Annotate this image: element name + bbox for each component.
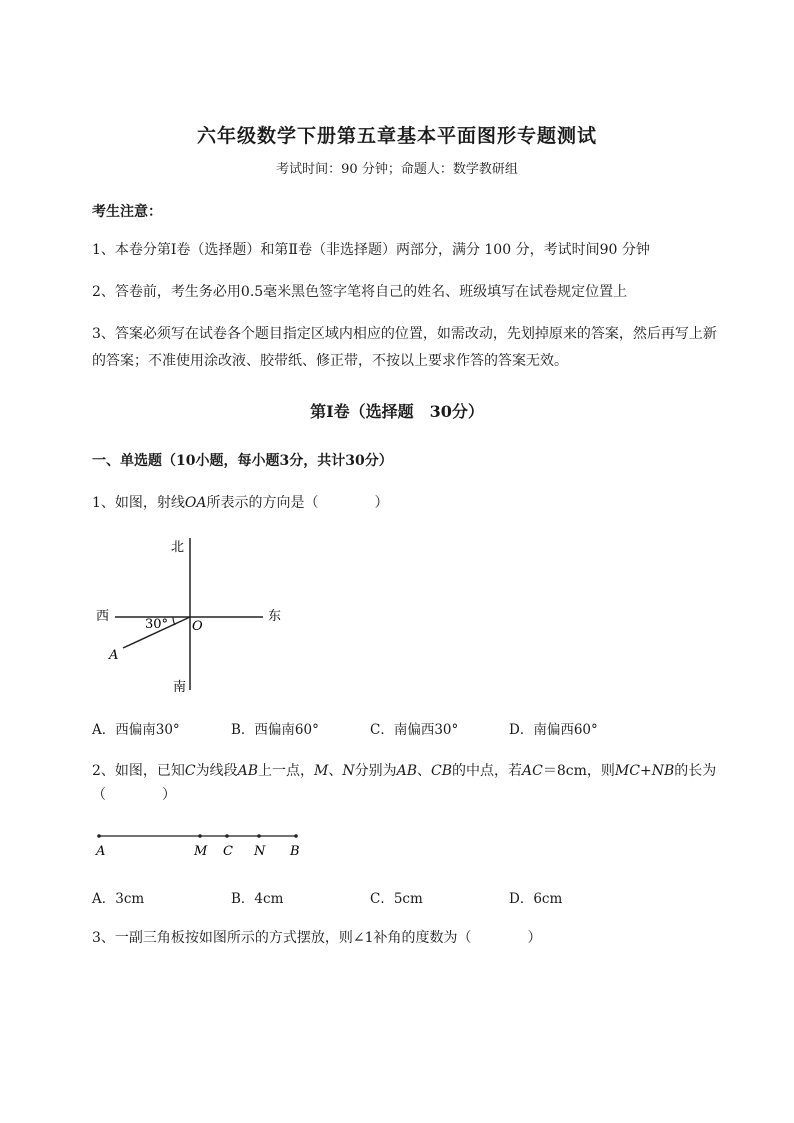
question-1	[92, 490, 732, 516]
notice-item-2: 2、答卷前，考生务必用0.5毫米黑色签字笔将自己的姓名、班级填写在试卷规定位置上	[92, 284, 628, 300]
notice-item-3-cont: 的答案；不准使用涂改液、胶带纸、修正带，不按以上要求作答的答案无效。	[92, 353, 568, 369]
group-title: 一、单选题（10小题，每小题3分，共计30分）	[92, 453, 393, 469]
origin-label: O	[192, 619, 203, 634]
question-2-line2: （ ）	[92, 787, 176, 803]
q2-part: 、	[328, 763, 343, 779]
section-title: 第Ⅰ卷（选择题 30分）	[310, 402, 484, 421]
question-1-text-b: 所表示的方向是（ ）	[206, 495, 389, 511]
notice-item-1: 1、本卷分第Ⅰ卷（选择题）和第Ⅱ卷（非选择题）两部分，满分 100 分，考试时间90 分钟	[92, 242, 650, 258]
q1-option-b: B．西偏南60°	[231, 722, 319, 738]
q2-part: 为线段	[195, 763, 238, 779]
notice-item-3: 3、答案必须写在试卷各个题目指定区域内相应的位置，如需改动，先划掉原来的答案，然后再写上新	[92, 326, 717, 342]
point-n-dot	[257, 834, 261, 838]
q2-part: ＝8cm，则	[542, 763, 615, 779]
question-2	[92, 758, 722, 784]
angle-label: 30°	[145, 617, 169, 632]
q2-option-c: C．5cm	[370, 891, 423, 907]
q2-part: 、	[417, 763, 432, 779]
q2-part: 的中点，若	[452, 763, 523, 779]
point-b-label: B	[290, 844, 300, 859]
page-title: 六年级数学下册第五章基本平面图形专题测试	[196, 125, 597, 147]
point-a-label: A	[96, 844, 106, 859]
exam-subtitle: 考试时间：90 分钟；命题人：数学教研组	[276, 162, 518, 177]
q2-part: +	[639, 763, 652, 779]
east-label: 东	[268, 609, 282, 624]
q1-option-c: C．南偏西30°	[370, 722, 459, 738]
point-c-label: C	[223, 844, 233, 859]
q2-var-ac: AC	[522, 763, 543, 779]
q2-var-nb: NB	[651, 763, 675, 779]
question-1-var: OA	[184, 495, 207, 511]
north-label: 北	[171, 540, 185, 555]
point-a-label: A	[109, 648, 119, 663]
point-m-label: M	[194, 844, 208, 859]
q1-option-d: D．南偏西60°	[509, 722, 598, 738]
q2-var-m: M	[314, 763, 329, 779]
segment-figure	[90, 825, 310, 861]
q2-var-ab: AB	[237, 763, 259, 779]
point-n-label: N	[254, 844, 266, 859]
question-3: 3、一副三角板按如图所示的方式摆放，则∠1补角的度数为（ ）	[92, 930, 542, 946]
angle-arc	[173, 617, 175, 625]
point-b-dot	[294, 834, 298, 838]
q2-var-mc: MC	[614, 763, 640, 779]
point-c-dot	[225, 834, 229, 838]
notice-heading: 考生注意：	[92, 204, 162, 220]
question-1-text-a: 1、如图，射线	[92, 495, 185, 511]
q2-part: 上一点，	[258, 763, 315, 779]
q2-var-n: N	[342, 763, 355, 779]
south-label: 南	[173, 680, 187, 695]
q2-var-c: C	[184, 763, 196, 779]
q2-option-b: B．4cm	[231, 891, 284, 907]
q2-option-a: A．3cm	[92, 891, 145, 907]
q2-part: 的长为	[674, 763, 717, 779]
q2-part: 2、如图，已知	[92, 763, 185, 779]
direction-figure	[85, 528, 305, 700]
q2-var-ab-2: AB	[396, 763, 418, 779]
q2-var-cb: CB	[431, 763, 453, 779]
q2-option-d: D．6cm	[509, 891, 563, 907]
point-a-dot	[97, 834, 101, 838]
q1-option-a: A．西偏南30°	[92, 722, 180, 738]
point-m-dot	[198, 834, 202, 838]
q2-part: 分别为	[354, 763, 397, 779]
west-label: 西	[96, 609, 110, 624]
